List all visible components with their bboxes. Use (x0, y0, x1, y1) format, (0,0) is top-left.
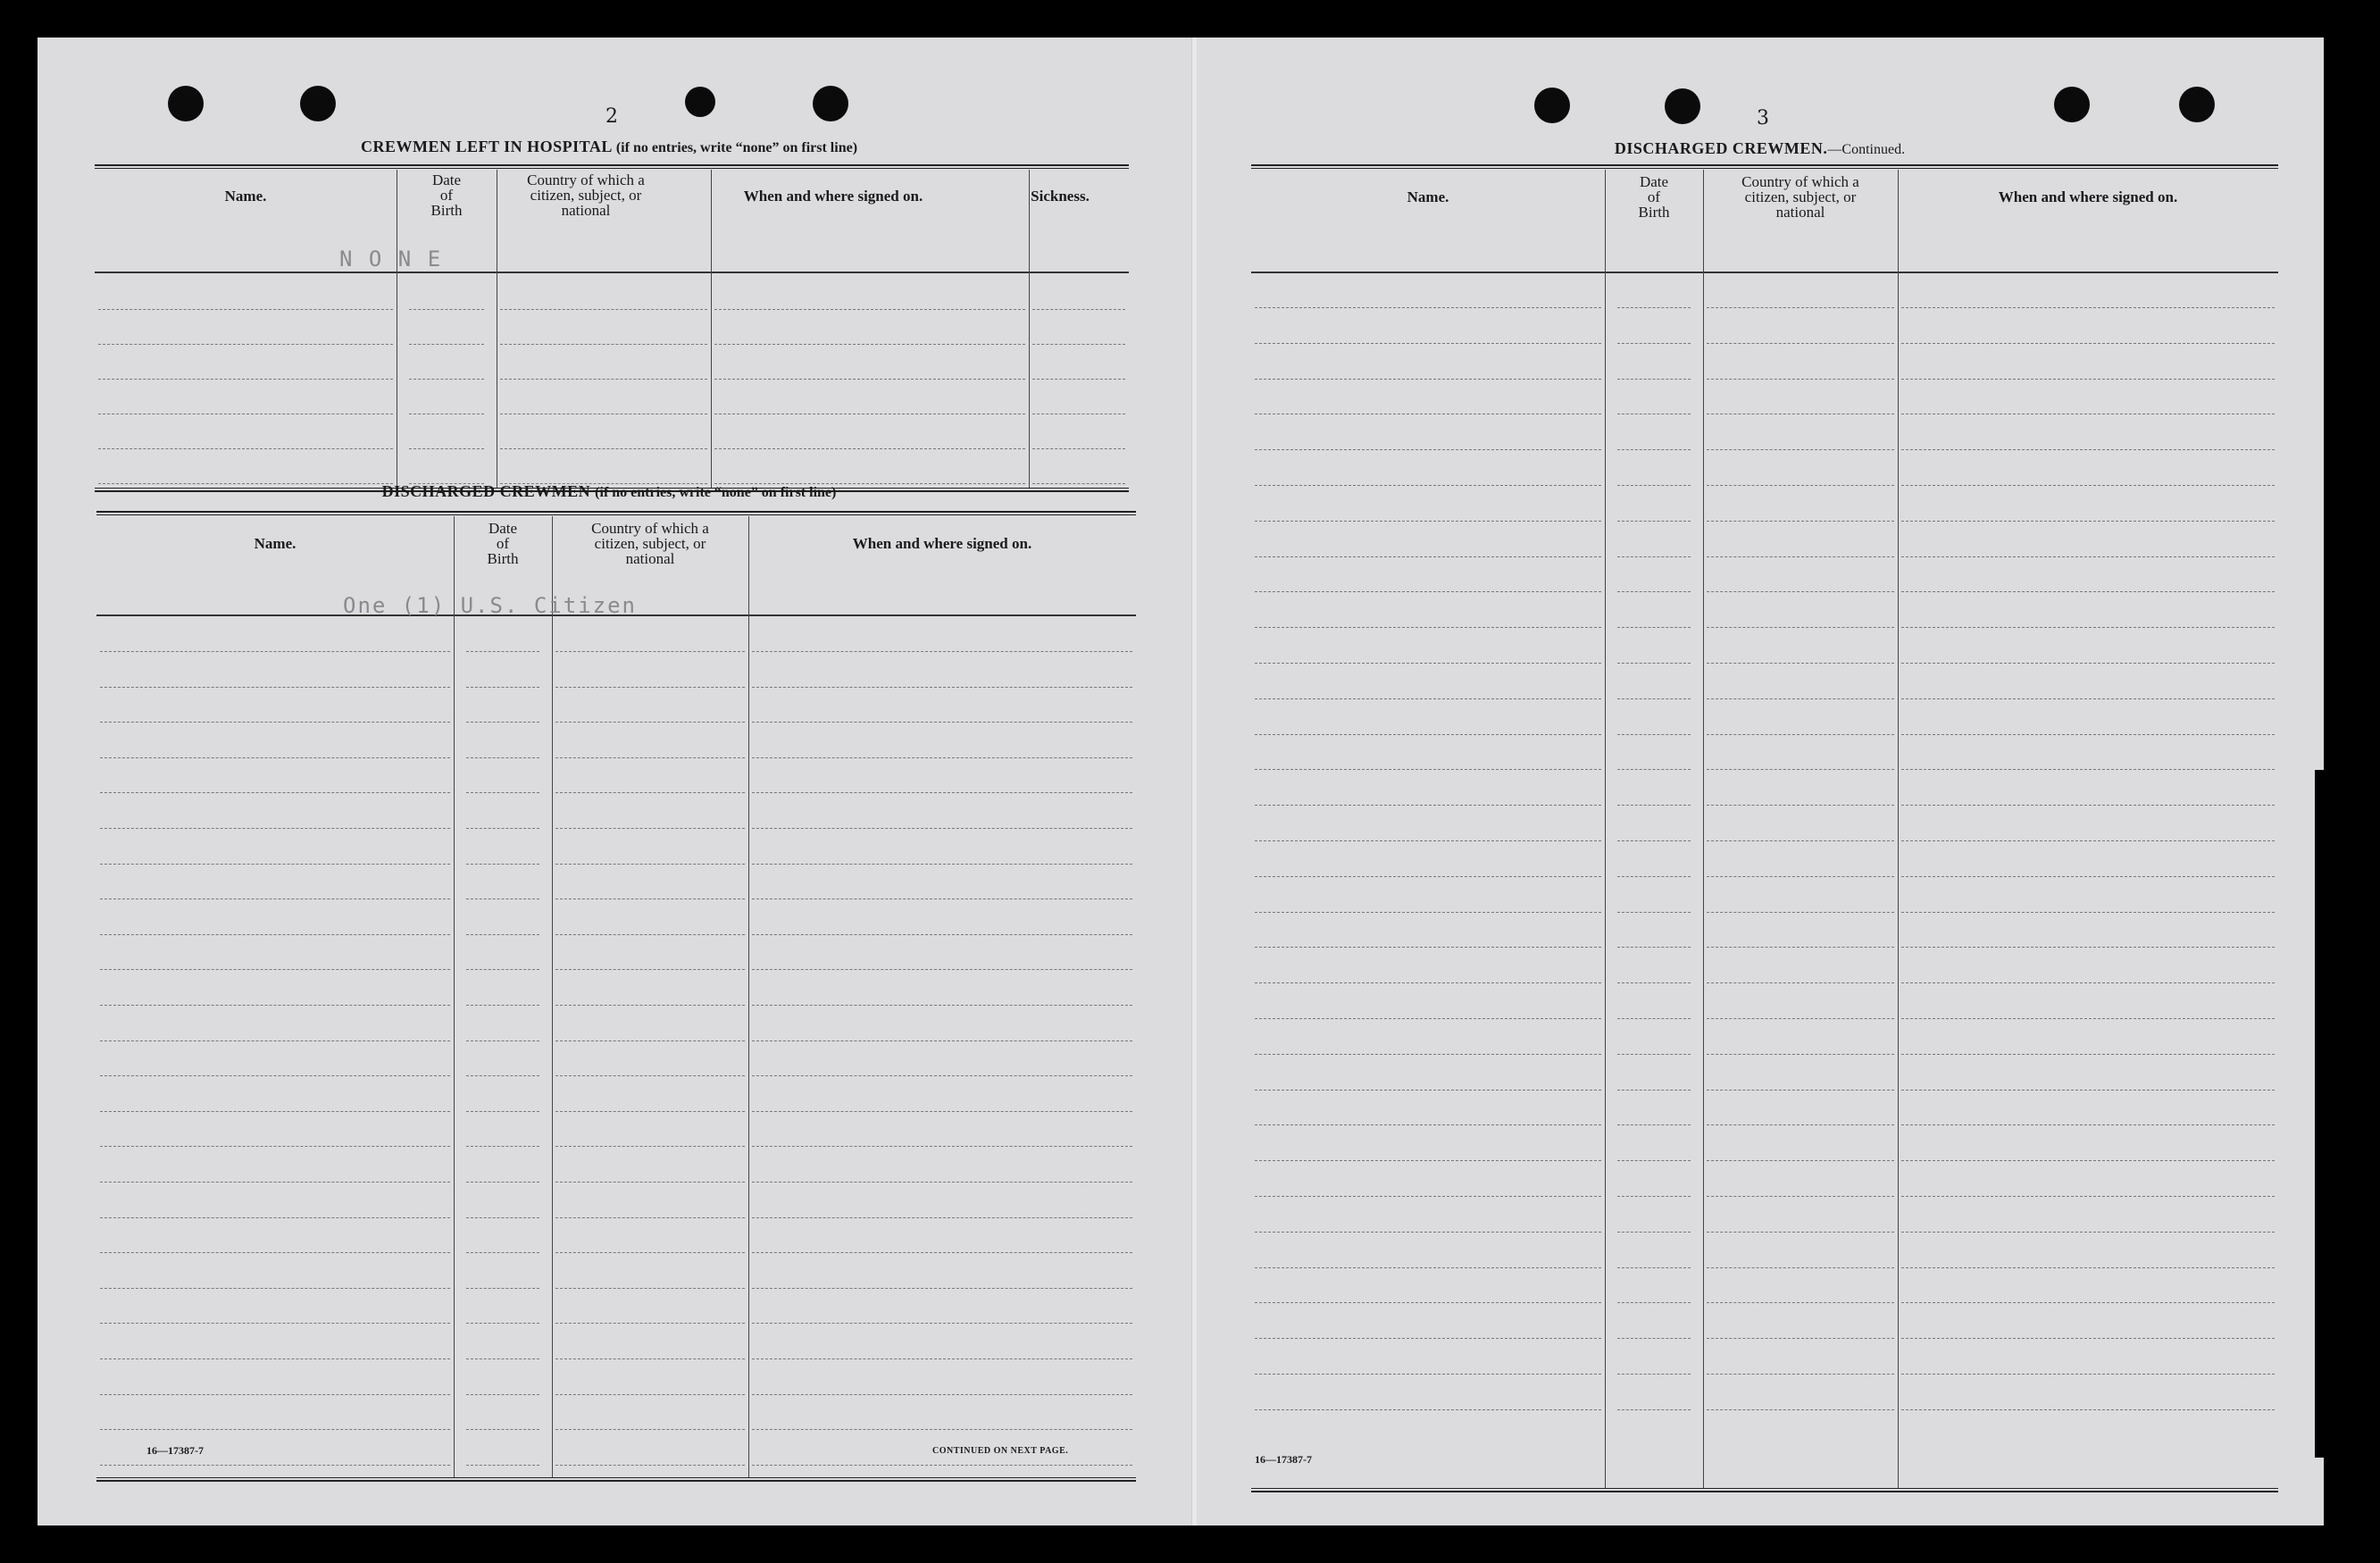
entry-line (1901, 947, 2275, 948)
entry-line (100, 1394, 450, 1395)
entry-line (466, 1182, 539, 1183)
entry-line (752, 1465, 1132, 1466)
entry-line (1707, 449, 1894, 450)
entry-line (555, 1323, 745, 1324)
entry-line (100, 864, 450, 865)
entry-line (1032, 448, 1125, 449)
entry-line (100, 687, 450, 688)
entry-line (1255, 1302, 1601, 1303)
entry-line (1255, 1160, 1601, 1161)
entry-line (1255, 698, 1601, 699)
entry-line (752, 1146, 1132, 1147)
continued-note: CONTINUED ON NEXT PAGE. (932, 1446, 1069, 1456)
entry-line (1901, 982, 2275, 983)
entry-line (1707, 663, 1894, 664)
entry-line (1255, 1409, 1601, 1410)
entry-line (1707, 734, 1894, 735)
entry-line (100, 1182, 450, 1183)
entry-line (1901, 734, 2275, 735)
header-label: Date of Birth (430, 171, 463, 219)
entry-line (1707, 805, 1894, 806)
entry-line (1901, 521, 2275, 522)
entry-line (555, 1252, 745, 1253)
entry-line (1255, 379, 1601, 380)
entry-line (1617, 307, 1691, 308)
header-label: Country of which a citizen, subject, or national (527, 171, 645, 219)
column-divider (552, 516, 553, 1477)
entry-line (1901, 1232, 2275, 1233)
entry-line (1255, 307, 1601, 308)
entry-line (500, 309, 707, 310)
entry-line (1617, 840, 1691, 841)
entry-line (1255, 343, 1601, 344)
entry-line (1255, 734, 1601, 735)
entry-line (1901, 912, 2275, 913)
entry-line (466, 969, 539, 970)
entry-line (555, 1182, 745, 1183)
entry-line (1617, 556, 1691, 557)
entry-line (1707, 1090, 1894, 1091)
entry-line (1901, 343, 2275, 344)
entry-line (1255, 1018, 1601, 1019)
entry-line (1901, 307, 2275, 308)
entry-line (100, 1217, 450, 1218)
entry-line (1255, 1090, 1601, 1091)
table-top-rule (1251, 164, 2278, 169)
entry-line (100, 1429, 450, 1430)
entry-line (466, 1465, 539, 1466)
entry-line (500, 344, 707, 345)
entry-line (466, 1429, 539, 1430)
entry-line (1617, 1232, 1691, 1233)
entry-line (1255, 1267, 1601, 1268)
entry-line (1617, 343, 1691, 344)
entry-line (1707, 840, 1894, 841)
entry-line (1901, 591, 2275, 592)
entry-line (752, 1323, 1132, 1324)
entry-line (1707, 485, 1894, 486)
header-rule (1251, 272, 2278, 273)
header-label: Sickness. (1031, 187, 1090, 205)
entry-line (100, 1111, 450, 1112)
column-divider (748, 516, 749, 1477)
entry-line (466, 687, 539, 688)
entry-line (752, 1182, 1132, 1183)
entry-line (466, 1111, 539, 1112)
entry-line (555, 651, 745, 652)
entry-line (1032, 379, 1125, 380)
entry-line (1707, 1160, 1894, 1161)
entry-line (752, 1394, 1132, 1395)
entry-line (752, 1252, 1132, 1253)
entry-line (752, 687, 1132, 688)
hospital-section-title (91, 138, 1127, 156)
entry-line (1255, 1124, 1601, 1125)
entry-line (100, 722, 450, 723)
entry-line (100, 1358, 450, 1359)
entry-line (555, 792, 745, 793)
right-page (1196, 38, 2324, 1525)
entry-line (1255, 663, 1601, 664)
left-page (38, 38, 1191, 1525)
entry-line (100, 1146, 450, 1147)
entry-line (714, 344, 1025, 345)
column-header-country (552, 518, 748, 568)
entry-line (100, 792, 450, 793)
entry-line (1901, 1160, 2275, 1161)
entry-line (100, 651, 450, 652)
entry-line (1901, 1124, 2275, 1125)
entry-line (1707, 627, 1894, 628)
column-header-name (1251, 173, 1605, 220)
column-header-signed (1898, 173, 2278, 220)
header-label: Name. (224, 187, 267, 205)
header-label: When and where signed on. (852, 534, 1032, 552)
entry-line (100, 1288, 450, 1289)
entry-line (466, 1075, 539, 1076)
entry-line (1255, 1196, 1601, 1197)
entry-line (1901, 1018, 2275, 1019)
entry-line (555, 1429, 745, 1430)
entry-line (1617, 1054, 1691, 1055)
hospital-entry: N O N E (339, 247, 443, 272)
entry-line (409, 309, 484, 310)
column-divider (1898, 170, 1899, 1488)
column-divider (1605, 170, 1606, 1488)
entry-line (100, 1323, 450, 1324)
entry-line (100, 828, 450, 829)
entry-line (1617, 1302, 1691, 1303)
entry-line (1901, 805, 2275, 806)
discharged-table (96, 511, 1136, 1486)
entry-line (1901, 1338, 2275, 1339)
entry-line (1901, 627, 2275, 628)
entry-line (1901, 485, 2275, 486)
entry-line (1255, 805, 1601, 806)
entry-line (1707, 1302, 1894, 1303)
entry-line (1617, 1338, 1691, 1339)
right-title-suffix: —Continued. (1827, 142, 1906, 157)
entry-line (1617, 627, 1691, 628)
entry-line (466, 1146, 539, 1147)
entry-line (752, 1429, 1132, 1430)
entry-line (1255, 1054, 1601, 1055)
header-label: Date of Birth (1638, 172, 1670, 221)
entry-line (752, 722, 1132, 723)
column-divider (454, 516, 455, 1477)
column-header-dob (1605, 171, 1703, 221)
entry-line (555, 1146, 745, 1147)
entry-line (752, 828, 1132, 829)
entry-line (1901, 1196, 2275, 1197)
column-header-sickness (991, 173, 1129, 218)
entry-line (466, 722, 539, 723)
entry-line (752, 792, 1132, 793)
entry-line (555, 1075, 745, 1076)
entry-line (1255, 591, 1601, 592)
entry-line (466, 1288, 539, 1289)
entry-line (1617, 1374, 1691, 1375)
page-number: 3 (1757, 107, 1769, 130)
entry-line (1901, 663, 2275, 664)
entry-line (1617, 947, 1691, 948)
entry-line (1617, 379, 1691, 380)
entry-line (409, 344, 484, 345)
column-divider (711, 170, 712, 488)
entry-line (1032, 309, 1125, 310)
table-bottom-rule (1251, 1488, 2278, 1492)
entry-line (1707, 698, 1894, 699)
entry-line (1255, 485, 1601, 486)
entry-line (1707, 1267, 1894, 1268)
entry-line (1255, 947, 1601, 948)
entry-line (1901, 449, 2275, 450)
entry-line (1901, 1302, 2275, 1303)
column-header-dob (397, 171, 497, 218)
entry-line (1707, 769, 1894, 770)
entry-line (98, 344, 393, 345)
entry-line (1707, 1054, 1894, 1055)
entry-line (555, 687, 745, 688)
entry-line (752, 1111, 1132, 1112)
entry-line (98, 448, 393, 449)
entry-line (1617, 1124, 1691, 1125)
entry-line (1617, 912, 1691, 913)
entry-line (1901, 769, 2275, 770)
entry-line (1617, 591, 1691, 592)
entry-line (1255, 449, 1601, 450)
entry-line (555, 969, 745, 970)
entry-line (1901, 556, 2275, 557)
entry-line (1617, 1018, 1691, 1019)
entry-line (100, 969, 450, 970)
entry-line (1707, 379, 1894, 380)
entry-line (1707, 1409, 1894, 1410)
entry-line (752, 864, 1132, 865)
entry-line (1255, 1338, 1601, 1339)
entry-line (466, 757, 539, 758)
entry-line (1707, 1018, 1894, 1019)
header-label: Name. (1407, 188, 1449, 205)
entry-line (500, 379, 707, 380)
entry-line (752, 1217, 1132, 1218)
column-header-country (1703, 171, 1898, 221)
entry-line (1901, 698, 2275, 699)
entry-line (752, 934, 1132, 935)
entry-line (1617, 698, 1691, 699)
right-section-title (1196, 139, 2324, 158)
entry-line (1617, 876, 1691, 877)
form-number: 16—17387-7 (146, 1444, 204, 1457)
entry-line (1617, 449, 1691, 450)
entry-line (466, 792, 539, 793)
entry-line (1901, 1267, 2275, 1268)
header-rule (95, 272, 1129, 273)
entry-line (1707, 1124, 1894, 1125)
entry-line (466, 651, 539, 652)
entry-line (466, 1252, 539, 1253)
entry-line (1617, 521, 1691, 522)
entry-line (1707, 947, 1894, 948)
entry-line (1032, 344, 1125, 345)
entry-line (1617, 805, 1691, 806)
entry-line (555, 1217, 745, 1218)
entry-line (466, 1394, 539, 1395)
entry-line (100, 1075, 450, 1076)
entry-line (1707, 556, 1894, 557)
entry-line (100, 1252, 450, 1253)
entry-line (555, 1358, 745, 1359)
entry-line (1255, 1232, 1601, 1233)
entry-line (1617, 734, 1691, 735)
entry-line (752, 757, 1132, 758)
column-header-country (497, 171, 675, 218)
entry-line (555, 828, 745, 829)
entry-line (1617, 1160, 1691, 1161)
entry-line (1707, 1232, 1894, 1233)
entry-line (1617, 485, 1691, 486)
form-number: 16—17387-7 (1255, 1453, 1312, 1466)
entry-line (1901, 379, 2275, 380)
entry-line (100, 1005, 450, 1006)
header-label: When and where signed on. (1998, 188, 2178, 205)
entry-line (466, 1323, 539, 1324)
entry-line (100, 934, 450, 935)
entry-line (555, 757, 745, 758)
entry-line (1901, 1374, 2275, 1375)
entry-line (466, 828, 539, 829)
header-label: Name. (254, 534, 296, 552)
entry-line (100, 757, 450, 758)
entry-line (1707, 1196, 1894, 1197)
entry-line (752, 1288, 1132, 1289)
entry-line (466, 1358, 539, 1359)
entry-line (555, 1005, 745, 1006)
entry-line (1707, 307, 1894, 308)
column-header-name (96, 520, 454, 566)
header-label: Date of Birth (487, 519, 519, 567)
entry-line (466, 1217, 539, 1218)
entry-line (409, 379, 484, 380)
column-divider (1029, 170, 1030, 488)
entry-line (555, 722, 745, 723)
entry-line (1255, 912, 1601, 913)
entry-line (466, 864, 539, 865)
entry-line (1255, 876, 1601, 877)
entry-line (1617, 1196, 1691, 1197)
entry-line (1255, 556, 1601, 557)
entry-line (555, 1288, 745, 1289)
entry-line (1707, 876, 1894, 877)
entry-line (100, 1465, 450, 1466)
entry-line (752, 969, 1132, 970)
entry-line (1707, 343, 1894, 344)
entry-line (98, 309, 393, 310)
column-header-dob (454, 518, 552, 568)
entry-line (1617, 982, 1691, 983)
entry-line (555, 934, 745, 935)
column-header-signed (748, 520, 1136, 566)
entry-line (752, 1005, 1132, 1006)
entry-line (1617, 1090, 1691, 1091)
header-label: When and where signed on. (743, 187, 923, 205)
document-sheet (38, 38, 2324, 1525)
entry-line (555, 1465, 745, 1466)
entry-line (714, 379, 1025, 380)
entry-line (409, 448, 484, 449)
entry-line (1255, 982, 1601, 983)
entry-line (1255, 769, 1601, 770)
entry-line (1707, 982, 1894, 983)
entry-line (1707, 912, 1894, 913)
entry-line (1617, 769, 1691, 770)
entry-line (555, 1111, 745, 1112)
table-top-rule (95, 164, 1129, 169)
entry-line (1707, 591, 1894, 592)
entry-line (1617, 1409, 1691, 1410)
entry-line (466, 1005, 539, 1006)
table-bottom-rule (96, 1477, 1136, 1482)
hospital-table (95, 164, 1129, 495)
right-title-text: DISCHARGED CREWMEN. (1614, 139, 1828, 157)
entry-line (752, 1075, 1132, 1076)
entry-line (1707, 1374, 1894, 1375)
page-number: 2 (605, 105, 618, 128)
discharged-title-text: DISCHARGED CREWMEN (381, 482, 591, 500)
entry-line (500, 448, 707, 449)
paper-edge-notch (2315, 770, 2324, 1458)
entry-line (1901, 1090, 2275, 1091)
column-header-name (95, 173, 397, 218)
hospital-title-note: (if no entries, write “none” on first line) (615, 140, 858, 155)
entry-line (1901, 876, 2275, 877)
discharged-title-note: (if no entries, write “none” on first line) (595, 485, 837, 500)
entry-line (1617, 1267, 1691, 1268)
hospital-title-text: CREWMEN LEFT IN HOSPITAL (360, 138, 612, 155)
entry-line (1901, 840, 2275, 841)
entry-line (98, 379, 393, 380)
entry-line (1255, 840, 1601, 841)
entry-line (466, 934, 539, 935)
header-label: Country of which a citizen, subject, or national (591, 519, 709, 567)
discharged-section-title (91, 482, 1127, 501)
entry-line (1255, 1374, 1601, 1375)
discharged-continued-table (1251, 164, 2278, 1495)
entry-line (1707, 1338, 1894, 1339)
entry-line (1255, 627, 1601, 628)
table-top-rule (96, 511, 1136, 515)
entry-line (1901, 1054, 2275, 1055)
column-divider (1703, 170, 1704, 1488)
entry-line (1901, 1409, 2275, 1410)
entry-line (555, 864, 745, 865)
entry-line (1617, 663, 1691, 664)
entry-line (555, 1394, 745, 1395)
entry-line (714, 309, 1025, 310)
header-label: Country of which a citizen, subject, or national (1741, 172, 1859, 221)
column-header-signed (675, 173, 991, 218)
discharged-entry: One (1) U.S. Citizen (343, 593, 637, 618)
entry-line (752, 1358, 1132, 1359)
entry-line (714, 448, 1025, 449)
entry-line (1255, 521, 1601, 522)
entry-line (752, 651, 1132, 652)
entry-line (1707, 521, 1894, 522)
